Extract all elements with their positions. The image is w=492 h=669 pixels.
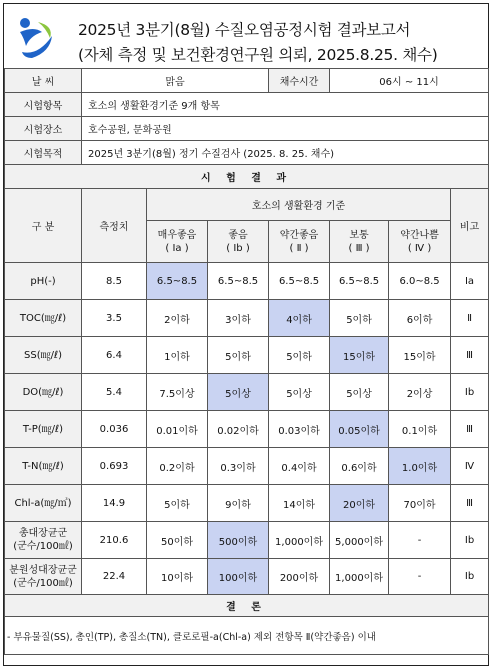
conclusion-text: - 부유물질(SS), 총인(TP), 총질소(TN), 클로로필-a(Chl-a) 제외 전항목 Ⅱ(약간좋음) 이내 — [5, 617, 489, 655]
sampling-time-label: 채수시간 — [269, 69, 330, 93]
item-name: 총대장균군 (군수/100㎖) — [5, 522, 82, 559]
measured-value: 8.5 — [82, 263, 147, 300]
standard-value: 100이하 — [208, 559, 269, 595]
standard-value: 2이하 — [147, 300, 208, 337]
standard-value: 10이하 — [147, 559, 208, 595]
standard-value: 5이하 — [330, 300, 389, 337]
table-row — [5, 485, 489, 522]
item-name: DO(㎎/ℓ) — [5, 374, 82, 411]
place-row — [5, 117, 489, 141]
standard-value: 200이하 — [269, 559, 330, 595]
standard-value: 4이하 — [269, 300, 330, 337]
table-row — [5, 448, 489, 485]
standard-value: 70이하 — [389, 485, 451, 522]
conclusion-section-row — [5, 595, 489, 617]
standard-value: 15이하 — [330, 337, 389, 374]
weather-row — [5, 69, 489, 93]
table-row — [5, 559, 489, 595]
standard-value: 6이하 — [389, 300, 451, 337]
standard-value: 20이하 — [330, 485, 389, 522]
report-table — [4, 68, 489, 655]
standard-value: 0.01이하 — [147, 411, 208, 448]
table-row — [5, 263, 489, 300]
item-name: T-P(㎎/ℓ) — [5, 411, 82, 448]
standard-value: 5,000이하 — [330, 522, 389, 559]
remark-value: Ⅲ — [451, 411, 489, 448]
remark-value: Ⅰa — [451, 263, 489, 300]
standard-value: 50이하 — [147, 522, 208, 559]
report-title-line2: (자체 측정 및 보건환경연구원 의뢰, 2025.8.25. 채수) — [78, 46, 438, 64]
remark-value: Ⅳ — [451, 448, 489, 485]
standard-value: 5이하 — [269, 337, 330, 374]
measured-value: 210.6 — [82, 522, 147, 559]
standard-value: 1.0이하 — [389, 448, 451, 485]
standard-value: 3이하 — [208, 300, 269, 337]
standard-value: 5이하 — [147, 485, 208, 522]
measured-value: 0.693 — [82, 448, 147, 485]
standard-value: 5이하 — [208, 337, 269, 374]
measured-header: 측정치 — [82, 189, 147, 263]
remark-value: Ⅰb — [451, 522, 489, 559]
standard-value: 0.02이하 — [208, 411, 269, 448]
standard-value: 1,000이하 — [330, 559, 389, 595]
grade-header: 매우좋음 ( Ⅰa ) — [147, 221, 208, 263]
conclusion-section-title: 결 론 — [5, 595, 489, 617]
remark-value: Ⅱ — [451, 300, 489, 337]
standard-value: 14이하 — [269, 485, 330, 522]
item-name: 분원성대장균군 (군수/100㎖) — [5, 559, 82, 595]
category-header: 구 분 — [5, 189, 82, 263]
results-section-row — [5, 165, 489, 189]
weather-label: 날 씨 — [5, 69, 82, 93]
standard-value: 5이상 — [269, 374, 330, 411]
standard-value: 500이하 — [208, 522, 269, 559]
table-row — [5, 411, 489, 448]
report-title-line1: 2025년 3분기(8월) 수질오염공정시험 결과보고서 — [78, 21, 411, 39]
standard-value: 1이하 — [147, 337, 208, 374]
standard-value: 5이상 — [208, 374, 269, 411]
standard-value: 6.0~8.5 — [389, 263, 451, 300]
purpose-row — [5, 141, 489, 165]
sampling-time-value: 06시 ~ 11시 — [330, 69, 489, 93]
standard-value: 2이상 — [389, 374, 451, 411]
conclusion-row — [5, 617, 489, 655]
place-value: 호수공원, 문화공원 — [82, 117, 489, 141]
standard-value: - — [389, 559, 451, 595]
table-row — [5, 374, 489, 411]
standard-value: 7.5이상 — [147, 374, 208, 411]
standard-value: 0.2이하 — [147, 448, 208, 485]
grade-header: 약간나쁨 ( Ⅳ ) — [389, 221, 451, 263]
measured-value: 14.9 — [82, 485, 147, 522]
remark-header: 비고 — [451, 189, 489, 263]
standard-value: 0.1이하 — [389, 411, 451, 448]
item-name: SS(㎎/ℓ) — [5, 337, 82, 374]
remark-value: Ⅲ — [451, 337, 489, 374]
item-name: Chl-a(㎎/㎥) — [5, 485, 82, 522]
standard-value: 0.03이하 — [269, 411, 330, 448]
standard-value: 0.05이하 — [330, 411, 389, 448]
standard-value: 9이하 — [208, 485, 269, 522]
standard-value: 6.5~8.5 — [330, 263, 389, 300]
grade-header: 좋음 ( Ⅰb ) — [208, 221, 269, 263]
grade-header: 약간좋음 ( Ⅱ ) — [269, 221, 330, 263]
item-name: TOC(㎎/ℓ) — [5, 300, 82, 337]
standard-value: 6.5~8.5 — [208, 263, 269, 300]
table-row — [5, 300, 489, 337]
standard-value: 6.5~8.5 — [147, 263, 208, 300]
item-name: T-N(㎎/ℓ) — [5, 448, 82, 485]
item-name: pH(-) — [5, 263, 82, 300]
remark-value: Ⅲ — [451, 485, 489, 522]
standard-value: 5이상 — [330, 374, 389, 411]
purpose-label: 시험목적 — [5, 141, 82, 165]
standard-value: 0.4이하 — [269, 448, 330, 485]
measured-value: 22.4 — [82, 559, 147, 595]
standard-value: 6.5~8.5 — [269, 263, 330, 300]
city-logo-icon — [16, 16, 56, 60]
measured-value: 6.4 — [82, 337, 147, 374]
remark-value: Ⅰb — [451, 374, 489, 411]
items-value: 호소의 생활환경기준 9개 항목 — [82, 93, 489, 117]
standard-value: 1,000이하 — [269, 522, 330, 559]
place-label: 시험장소 — [5, 117, 82, 141]
table-row — [5, 337, 489, 374]
standard-value: 15이하 — [389, 337, 451, 374]
measured-value: 0.036 — [82, 411, 147, 448]
standard-value: 0.3이하 — [208, 448, 269, 485]
items-row — [5, 93, 489, 117]
items-label: 시험항목 — [5, 93, 82, 117]
remark-value: Ⅰb — [451, 559, 489, 595]
result-rows — [5, 263, 489, 595]
standard-value: 0.6이하 — [330, 448, 389, 485]
table-row — [5, 522, 489, 559]
weather-value: 맑음 — [82, 69, 269, 93]
purpose-value: 2025년 3분기(8월) 정기 수질검사 (2025. 8. 25. 채수) — [82, 141, 489, 165]
report-header — [4, 4, 488, 68]
standard-value: - — [389, 522, 451, 559]
grade-header: 보통 ( Ⅲ ) — [330, 221, 389, 263]
measured-value: 3.5 — [82, 300, 147, 337]
results-section-title: 시 험 결 과 — [5, 165, 489, 189]
measured-value: 5.4 — [82, 374, 147, 411]
results-header-row-1 — [5, 189, 489, 221]
standard-group-header: 호소의 생활환경 기준 — [147, 189, 451, 221]
